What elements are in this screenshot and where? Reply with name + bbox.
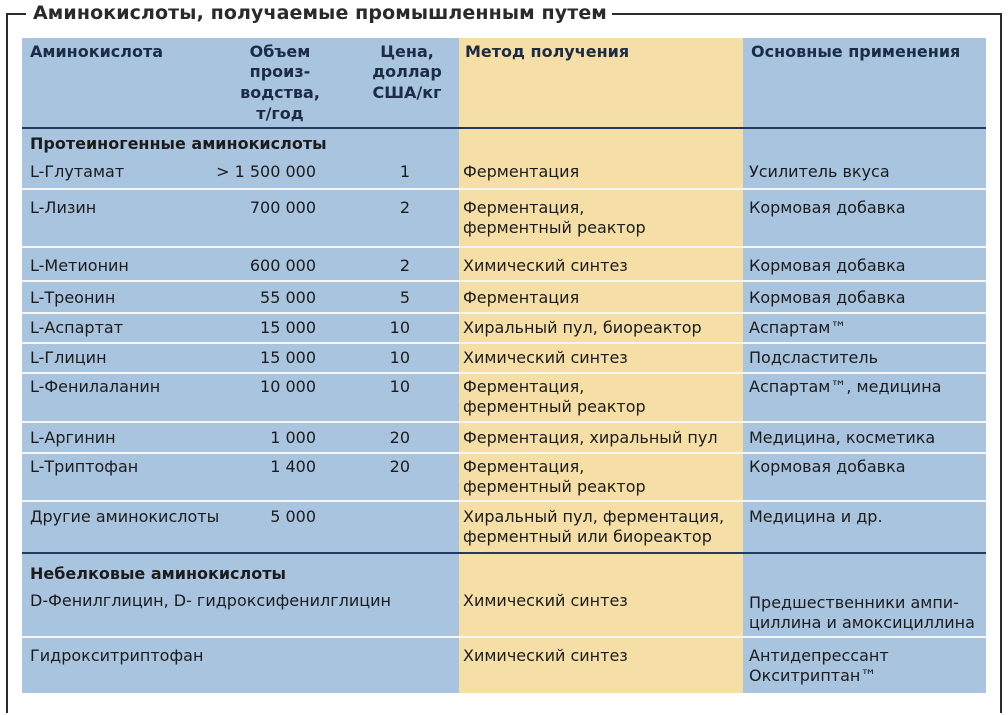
row-name: L-Аспартат <box>30 318 124 337</box>
row-use: Кормовая добавка <box>749 198 906 217</box>
row-name: D-Фенилглицин, D- гидроксифенилглицин <box>30 591 391 610</box>
row-use: Аспартам™ <box>749 318 847 337</box>
row-use: Окситриптан™ <box>749 666 877 685</box>
row-volume: 1 000 <box>270 428 316 447</box>
row-separator <box>22 452 986 454</box>
row-name: L-Треонин <box>30 288 116 307</box>
row-volume: 15 000 <box>260 348 316 367</box>
row-volume: 1 400 <box>270 457 316 476</box>
row-method: Ферментация, хиральный пул <box>463 428 718 447</box>
header-price-3: США/кг <box>372 83 442 102</box>
row-method: ферментный реактор <box>463 397 646 416</box>
row-volume: 15 000 <box>260 318 316 337</box>
row-use: циллина и амоксициллина <box>749 613 975 632</box>
row-method: Ферментация, <box>463 198 585 217</box>
row-use: Кормовая добавка <box>749 256 906 275</box>
group-divider <box>22 552 986 554</box>
row-use: Кормовая добавка <box>749 457 906 476</box>
row-use: Аспартам™, медицина <box>749 377 942 396</box>
row-method: ферментный реактор <box>463 218 646 237</box>
row-separator <box>22 312 986 314</box>
row-price: 2 <box>399 198 410 217</box>
row-method: ферментный реактор <box>463 477 646 496</box>
row-name: L-Глицин <box>30 348 107 367</box>
header-method: Метод получения <box>465 42 630 61</box>
frame-top-right <box>565 13 1002 15</box>
row-method: Ферментация <box>463 162 580 181</box>
row-method: Ферментация, <box>463 377 585 396</box>
row-volume: 600 000 <box>249 256 316 275</box>
row-name: L-Триптофан <box>30 457 139 476</box>
header-volume-2: произ- <box>249 62 311 81</box>
header-divider <box>22 127 986 129</box>
row-name: L-Глутамат <box>30 162 125 181</box>
row-use: Антидепрессант <box>749 646 889 665</box>
row-separator <box>22 636 986 638</box>
group-nonprotein: Небелковые аминокислоты <box>30 564 286 583</box>
row-name: L-Фенилаланин <box>30 377 161 396</box>
row-name: Гидрокситриптофан <box>30 646 204 665</box>
row-use: Медицина и др. <box>749 507 883 526</box>
header-volume-3: водства, <box>240 83 320 102</box>
row-volume: 10 000 <box>260 377 316 396</box>
row-use: Подсластитель <box>749 348 879 367</box>
row-volume: 55 000 <box>260 288 316 307</box>
row-method: Химический синтез <box>463 348 628 367</box>
row-name: L-Аргинин <box>30 428 116 447</box>
row-price: 20 <box>389 457 410 476</box>
row-separator <box>22 500 986 502</box>
header-price-1: Цена, <box>380 42 434 61</box>
row-method: Химический синтез <box>463 256 628 275</box>
row-volume: 700 000 <box>249 198 316 217</box>
row-name: Другие аминокислоты <box>30 507 220 526</box>
row-method: Хиральный пул, ферментация, <box>463 507 725 526</box>
row-method: Хиральный пул, биореактор <box>463 318 702 337</box>
group-proteinogenic: Протеиногенные аминокислоты <box>30 134 327 153</box>
header-volume-4: т/год <box>256 104 304 123</box>
row-price: 2 <box>399 256 410 275</box>
row-price: 1 <box>399 162 410 181</box>
row-separator <box>22 188 986 190</box>
row-separator <box>22 246 986 248</box>
header-volume-1: Объем <box>249 42 311 61</box>
row-method: ферментный или биореактор <box>463 527 712 546</box>
row-use: Медицина, косметика <box>749 428 936 447</box>
header-amino: Аминокислота <box>30 42 164 61</box>
row-price: 10 <box>389 348 410 367</box>
row-use: Предшественники ампи- <box>749 593 959 612</box>
row-method: Ферментация, <box>463 457 585 476</box>
row-separator <box>22 421 986 423</box>
row-separator <box>22 342 986 344</box>
row-volume: > 1 500 000 <box>216 162 316 181</box>
row-method: Химический синтез <box>463 646 628 665</box>
row-price: 20 <box>389 428 410 447</box>
frame-top-left <box>6 13 26 15</box>
frame-right <box>1000 13 1002 713</box>
row-separator <box>22 372 986 374</box>
row-price: 5 <box>399 288 410 307</box>
row-volume: 5 000 <box>270 507 316 526</box>
row-use: Кормовая добавка <box>749 288 906 307</box>
row-price: 10 <box>389 318 410 337</box>
row-name: L-Лизин <box>30 198 97 217</box>
row-price: 10 <box>389 377 410 396</box>
header-price-2: доллар <box>372 62 442 81</box>
row-method: Химический синтез <box>463 591 628 610</box>
row-name: L-Метионин <box>30 256 129 275</box>
row-method: Ферментация <box>463 288 580 307</box>
row-use: Усилитель вкуса <box>749 162 890 181</box>
page-title: Аминокислоты, получаемые промышленным путем <box>28 2 612 24</box>
header-uses: Основные применения <box>751 42 961 61</box>
frame-left <box>6 13 8 713</box>
row-separator <box>22 280 986 282</box>
